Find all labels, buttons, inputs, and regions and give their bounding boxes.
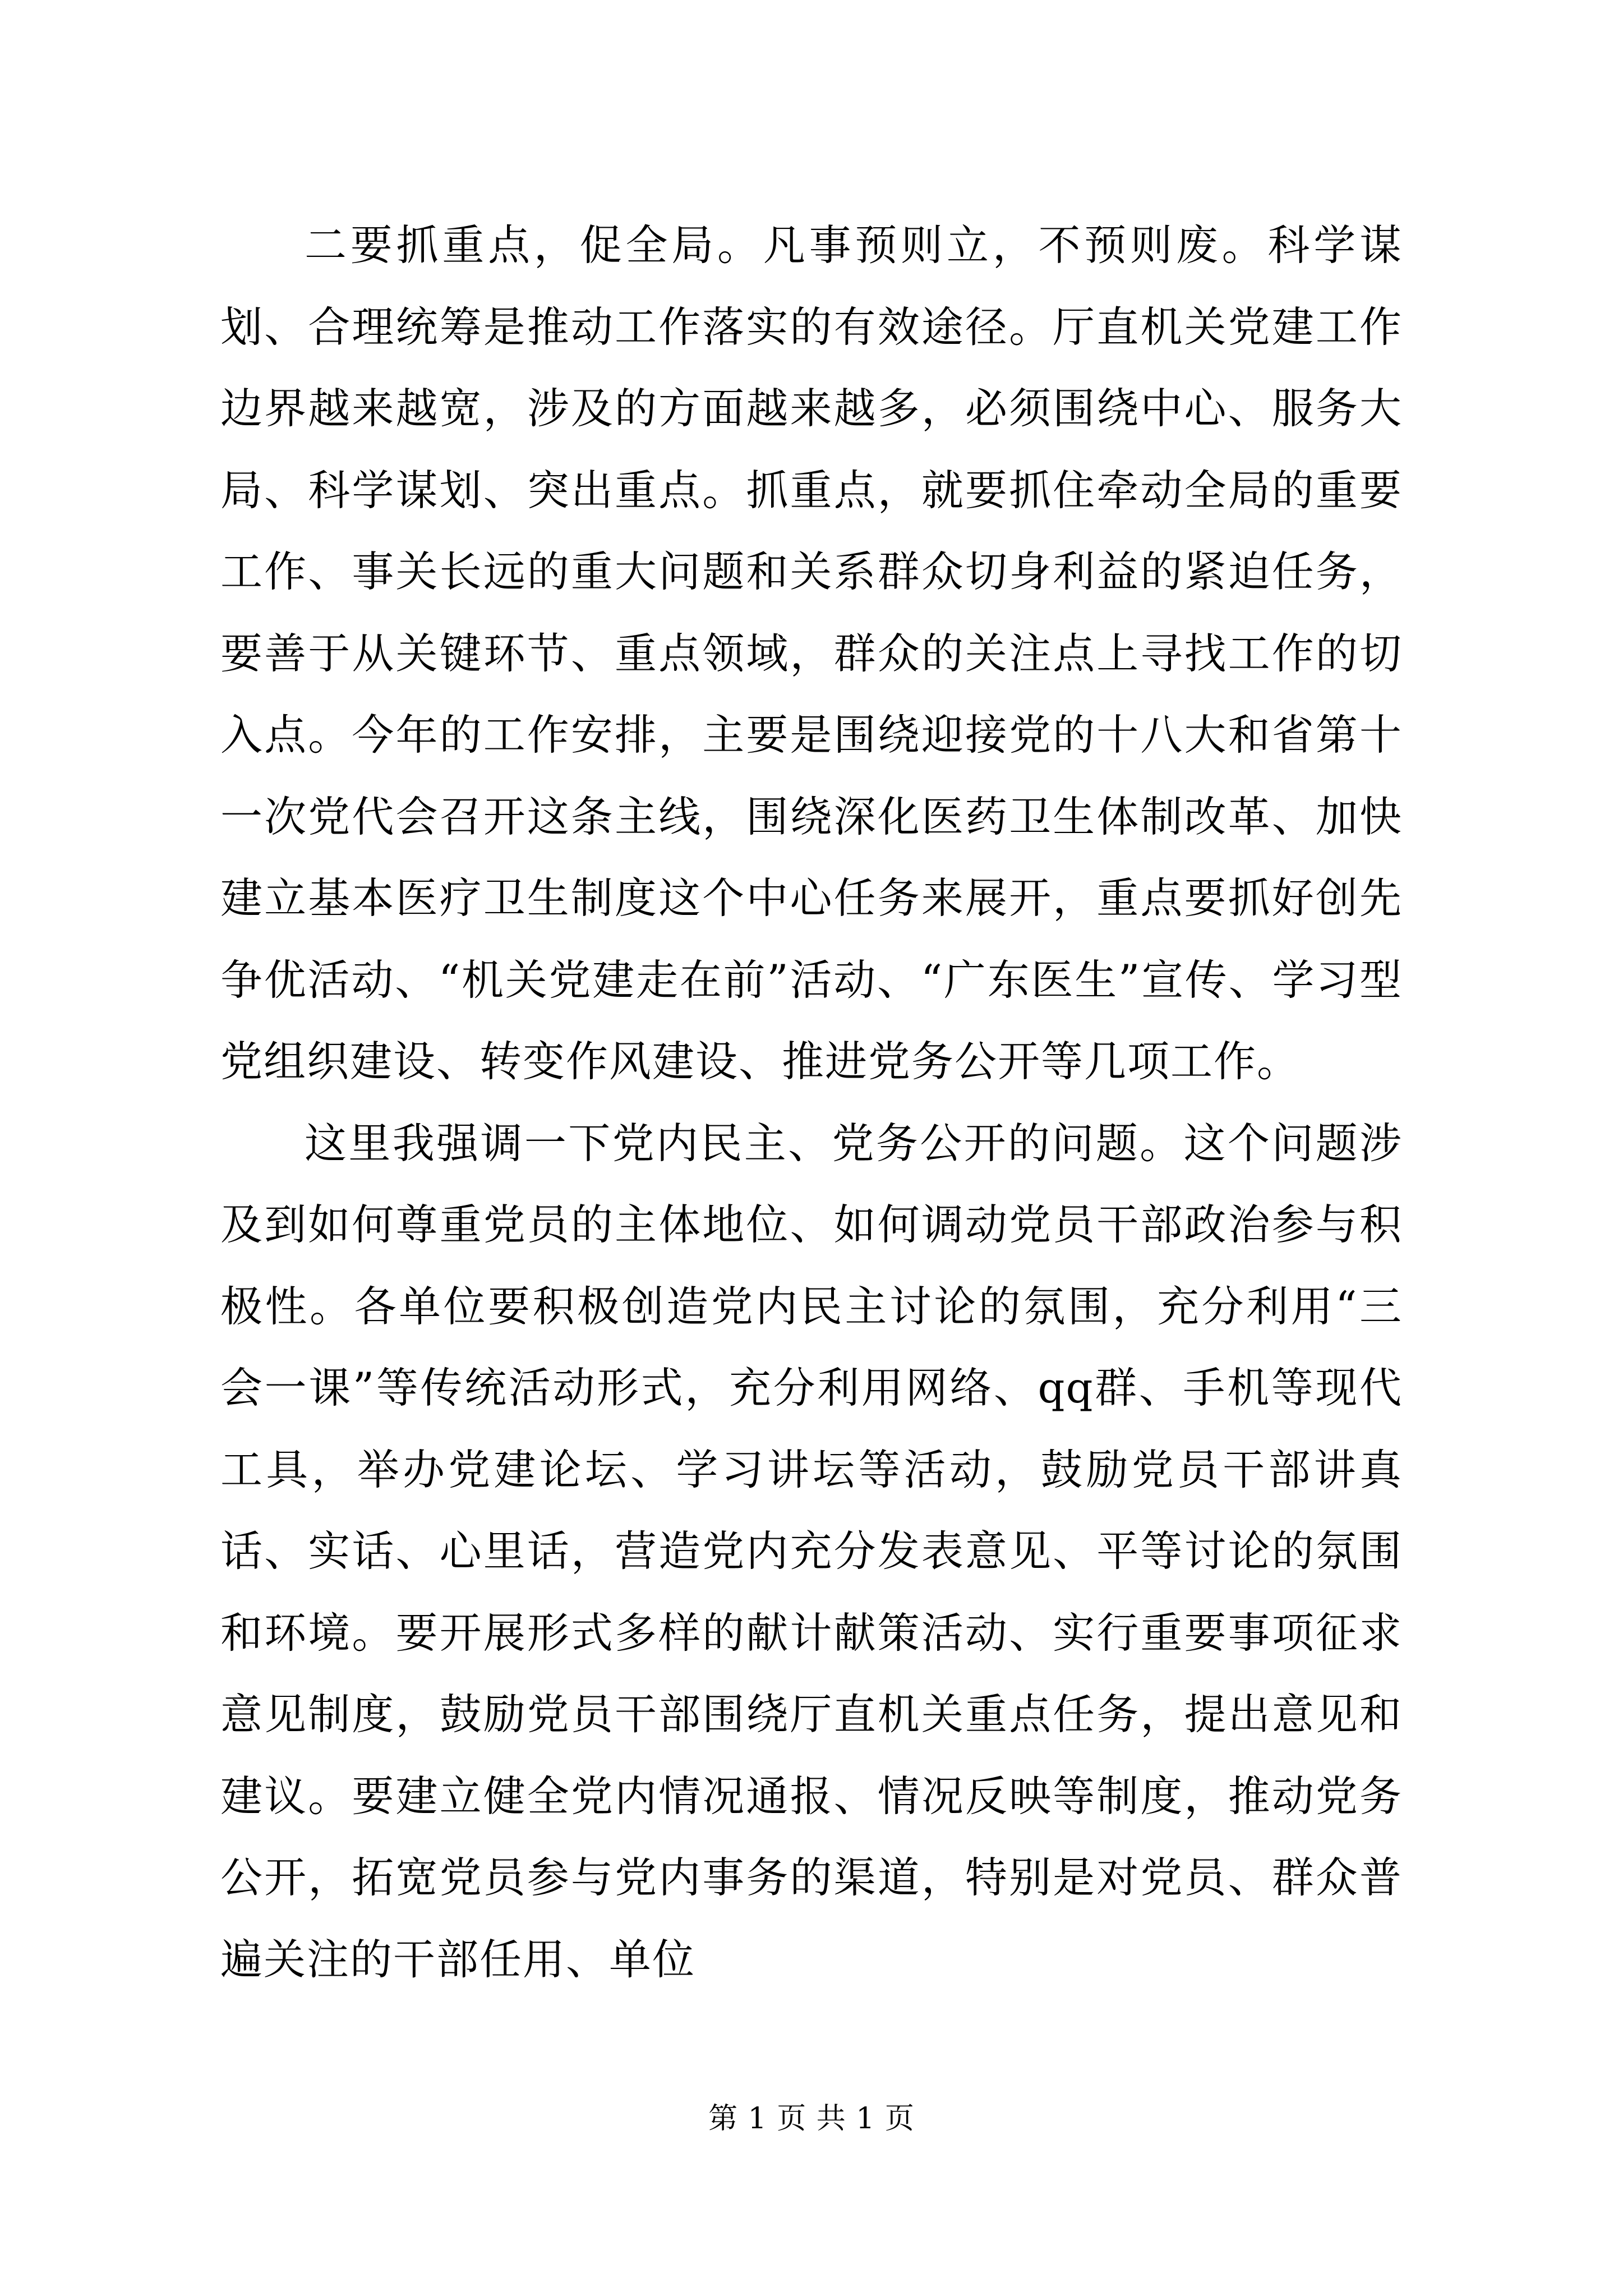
paragraph-key-points: 二要抓重点，促全局。凡事预则立，不预则废。科学谋划、合理统筹是推动工作落实的有效途径。厅直机关党建工作边界越来越宽，涉及的方面越来越多，必须围绕中心、服务大局、科学谋划、突出重点。抓重点，就要抓住牵动全局的重要工作、事关长远的重大问题和关系群众切身利益的紧迫任务，要善于从关键环节、重点领域，群众的关注点上寻找工作的切入点。今年的工作安排，主要是围绕迎接党的十八大和省第十一次党代会召开这条主线，围绕深化医药卫生体制改革、加快建立基本医疗卫生制度这个中心任务来展开，重点要抓好创先争优活动、“机关党建走在前”活动、“广东医生”宣传、学习型党组织建设、转变作风建设、推进党务公开等几项工作。 — [220, 220, 1403, 1086]
document-body — [220, 205, 1403, 2000]
page-footer: 第 1 页 共 1 页 — [708, 2102, 915, 2136]
paragraph-party-democracy: 这里我强调一下党内民主、党务公开的问题。这个问题涉及到如何尊重党员的主体地位、如何调动党员干部政治参与积极性。各单位要积极创造党内民主讨论的氛围，充分利用“三会一课”等传统活动形式，充分利用网络、qq群、手机等现代工具，举办党建论坛、学习讲坛等活动，鼓励党员干部讲真话、实话、心里话，营造党内充分发表意见、平等讨论的氛围和环境。要开展形式多样的献计献策活动、实行重要事项征求意见制度，鼓励党员干部围绕厅直机关重点任务，提出意见和建议。要建立健全党内情况通报、情况反映等制度，推动党务公开，拓宽党员参与党内事务的渠道，特别是对党员、群众普遍关注的干部任用、单位 — [220, 1118, 1403, 1984]
